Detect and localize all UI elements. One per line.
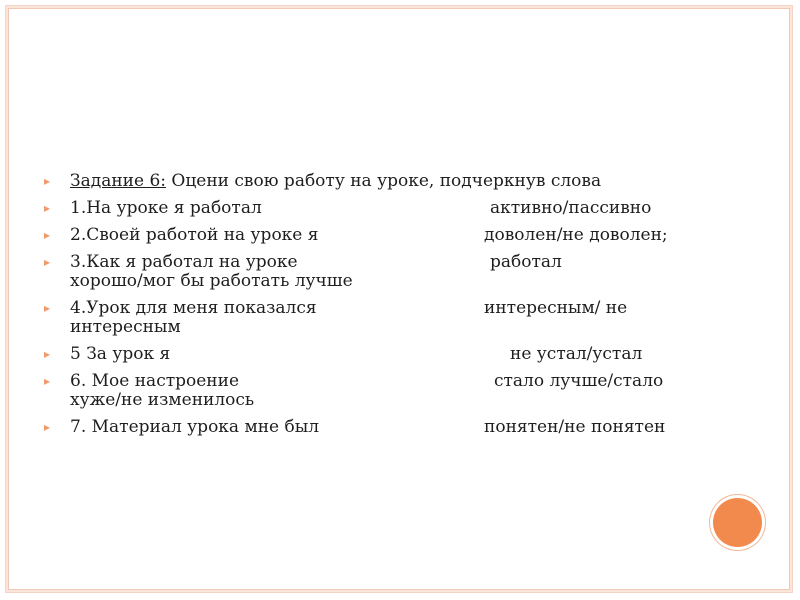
answer-options: не устал/устал [510, 344, 643, 364]
question-text: 3.Как я работал на уроке [70, 252, 298, 272]
bullet-arrow-icon: ▸ [44, 201, 51, 215]
answer-options: стало лучше/стало [494, 371, 664, 391]
answer-continuation: интересным [70, 317, 181, 337]
question-text: 2.Своей работой на уроке я [70, 225, 319, 245]
bullet-arrow-icon: ▸ [44, 228, 51, 242]
task-text: Оцени свою работу на уроке, подчеркнув слова [171, 171, 602, 191]
bullet-arrow-icon: ▸ [44, 174, 51, 188]
bullet-arrow-icon: ▸ [44, 255, 51, 269]
bullet-arrow-icon: ▸ [44, 374, 51, 388]
list-item [44, 345, 724, 364]
list-item [44, 253, 724, 291]
bullet-arrow-icon: ▸ [44, 301, 51, 315]
task-heading [44, 172, 724, 191]
question-text: 7. Материал урока мне был [70, 417, 320, 437]
answer-options: работал [490, 252, 562, 272]
decorative-circle [713, 498, 762, 547]
bullet-arrow-icon: ▸ [44, 420, 51, 434]
question-text: 5 За урок я [70, 344, 171, 364]
task-label: Задание 6: [70, 171, 166, 191]
answer-continuation: хорошо/мог бы работать лучше [70, 271, 353, 291]
list-item [44, 372, 724, 410]
question-text: 1.На уроке я работал [70, 198, 262, 218]
question-text: 6. Мое настроение [70, 371, 240, 391]
bullet-arrow-icon: ▸ [44, 347, 51, 361]
answer-options: понятен/не понятен [484, 417, 666, 437]
answer-continuation: хуже/не изменилось [70, 390, 255, 410]
list-item [44, 226, 724, 245]
answer-options: доволен/не доволен; [484, 225, 668, 245]
answer-options: интересным/ не [484, 298, 628, 318]
list-item [44, 299, 724, 337]
list-item [44, 199, 724, 218]
task-list [44, 172, 724, 445]
answer-options: активно/пассивно [490, 198, 652, 218]
list-item [44, 418, 724, 437]
question-text: 4.Урок для меня показался [70, 298, 317, 318]
